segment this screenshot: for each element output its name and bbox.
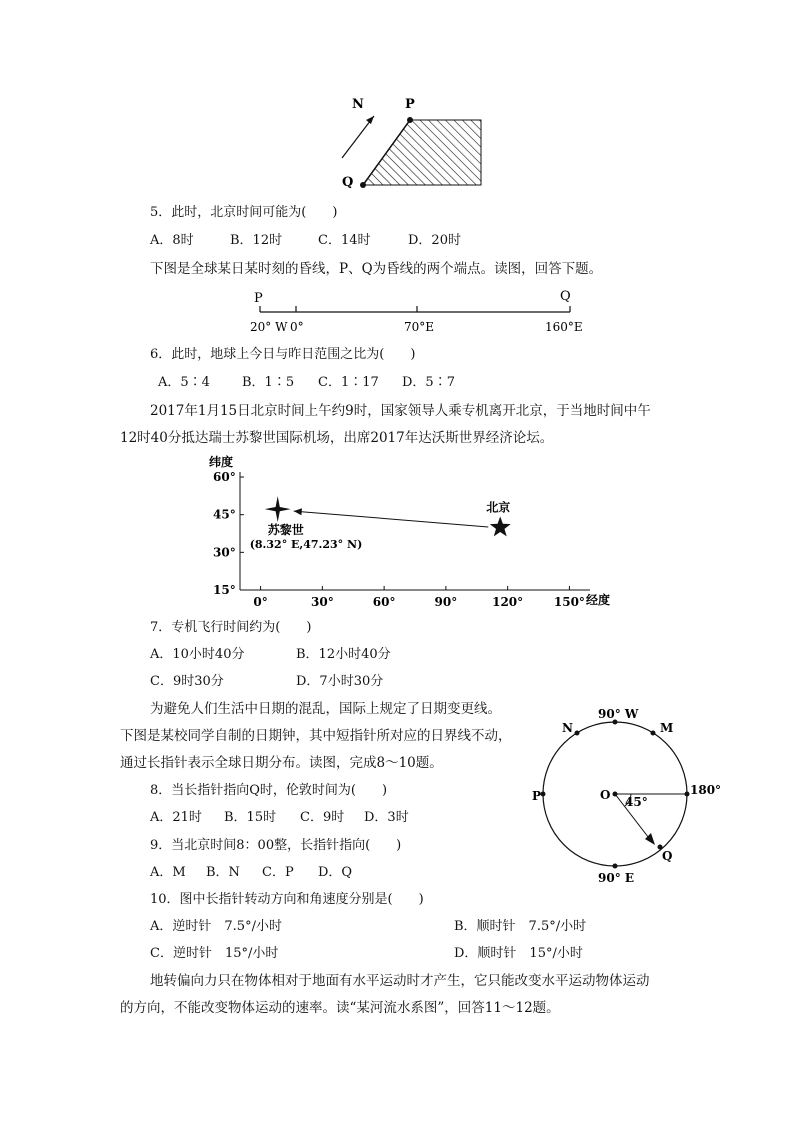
label-180: 180°: [690, 783, 722, 797]
question-9-stem: 9．当北京时间8：00整，长指针指向( ): [150, 838, 402, 853]
q10-option-b: B．顺时针 7.5°/小时: [454, 919, 587, 934]
q10-option-d: D．顺时针 15°/小时: [454, 946, 583, 961]
q8-option-b: B．15时: [224, 810, 277, 825]
flight-route-arrow: [294, 511, 489, 527]
q8-option-c: C．9时: [300, 810, 345, 825]
x-tick-label: 0°: [253, 595, 268, 609]
x-tick-label: 60°: [372, 595, 396, 609]
point-q: [360, 182, 366, 188]
label-45-degrees: 45°: [625, 795, 648, 809]
intro-q11-line2: 的方向，不能改变物体运动的速率。读“某河流水系图”，回答11～12题。: [120, 1000, 560, 1016]
y-tick-label: 30°: [213, 545, 236, 560]
q7-option-d: D．7小时30分: [296, 674, 384, 689]
q9-option-a: A．M: [150, 865, 186, 880]
q6-option-b: B．1∶5: [242, 375, 295, 390]
zurich-marker-icon: [265, 496, 291, 522]
intro-q8-line2: 下图是某校同学自制的日期钟，其中短指针所对应的日界线不动，: [120, 728, 512, 744]
question-10-stem: 10．图中长指针转动方向和角速度分别是( ): [150, 892, 424, 907]
question-8-stem: 8．当长指针指向Q时，伦敦时间为( ): [150, 783, 388, 798]
tick-20w: 20° W: [250, 320, 288, 334]
x-tick-label: 150°: [553, 595, 585, 609]
route-arrowhead: [294, 508, 302, 515]
intro-q6: 下图是全球某日某时刻的昏线，P、Q为昏线的两个端点。读图，回答下题。: [150, 261, 603, 277]
q6-option-c: C．1∶17: [318, 375, 379, 390]
flight-route-chart: [205, 452, 625, 612]
y-axis-label: 纬度: [209, 455, 234, 469]
q6-option-d: D．5∶7: [402, 375, 455, 390]
point-n: [575, 731, 580, 736]
terminator-axis-figure: [240, 284, 590, 340]
y-tick-label: 15°: [213, 583, 236, 597]
q9-option-c: C．P: [262, 865, 294, 880]
q6-option-a: A．5∶4: [158, 375, 210, 390]
x-tick-label: 30°: [311, 595, 334, 609]
zurich-label: 苏黎世: [267, 523, 304, 538]
q10-option-c: C．逆时针 15°/小时: [150, 946, 279, 961]
label-p: P: [532, 789, 542, 803]
axis-q-label: Q: [560, 289, 571, 304]
q8-option-d: D．3时: [364, 810, 409, 825]
label-q: Q: [662, 849, 673, 863]
point-180: [685, 792, 690, 797]
intro-q7-line2: 12时40分抵达瑞士苏黎世国际机场，出席2017年达沃斯世界经济论坛。: [120, 430, 554, 446]
y-tick-label: 45°: [213, 507, 236, 522]
zurich-coordinates: (8.32° E,47.23° N): [249, 538, 363, 552]
y-tick-label: 60°: [213, 470, 236, 485]
point-p: [541, 792, 546, 797]
q9-option-b: B．N: [206, 865, 240, 880]
beijing-label: 北京: [486, 500, 511, 515]
q5-option-b: B．12时: [230, 233, 283, 248]
label-o: O: [600, 788, 611, 802]
tick-70e: 70°E: [404, 320, 435, 334]
question-6-stem: 6．此时，地球上今日与昨日范围之比为( ): [150, 347, 416, 362]
x-tick-label: 90°: [434, 595, 458, 609]
intro-q7-line1: 2017年1月15日北京时间上午约9时，国家领导人乘专机离开北京，于当地时间中午: [150, 403, 651, 419]
x-tick-label: 120°: [492, 595, 524, 609]
q5-option-c: C．14时: [318, 233, 371, 248]
label-90w: 90° W: [598, 707, 639, 721]
point-m: [651, 731, 656, 736]
label-n: N: [562, 721, 573, 735]
axis-p-label: P: [254, 291, 263, 306]
shaded-night-area: [363, 120, 481, 185]
intro-q11-line1: 地转偏向力只在物体相对于地面有水平运动时才产生，它只能改变水平运动物体运动: [150, 973, 650, 989]
label-m: M: [660, 721, 674, 735]
q7-option-c: C．9时30分: [150, 674, 224, 689]
intro-q8-line1: 为避免人们生活中日期的混乱，国际上规定了日期变更线。: [150, 701, 501, 717]
q10-option-a: A．逆时针 7.5°/小时: [150, 919, 282, 934]
q8-option-a: A．21时: [150, 810, 202, 825]
point-p: [407, 117, 413, 123]
beijing-star-icon: [490, 517, 511, 537]
terminator-figure-1: [330, 90, 500, 200]
q-label: Q: [342, 175, 354, 190]
date-clock-figure: [528, 702, 728, 888]
label-90e: 90° E: [598, 871, 635, 885]
tick-0: 0°: [290, 320, 304, 334]
question-5-stem: 5．此时，北京时间可能为( ): [150, 205, 338, 220]
q7-option-b: B．12小时40分: [296, 647, 391, 662]
q5-option-a: A．8时: [150, 233, 194, 248]
q9-option-d: D．Q: [318, 865, 353, 880]
q5-option-d: D．20时: [408, 233, 461, 248]
p-label: P: [405, 97, 415, 112]
question-7-stem: 7．专机飞行时间约为( ): [150, 620, 312, 635]
intro-q8-line3: 通过长指针表示全球日期分布。读图，完成8～10题。: [120, 755, 443, 771]
north-label: N: [352, 97, 364, 112]
tick-160e: 160°E: [545, 320, 583, 334]
q7-option-a: A．10小时40分: [150, 647, 245, 662]
x-axis-label: 经度: [586, 593, 611, 607]
point-90e: [613, 864, 618, 869]
